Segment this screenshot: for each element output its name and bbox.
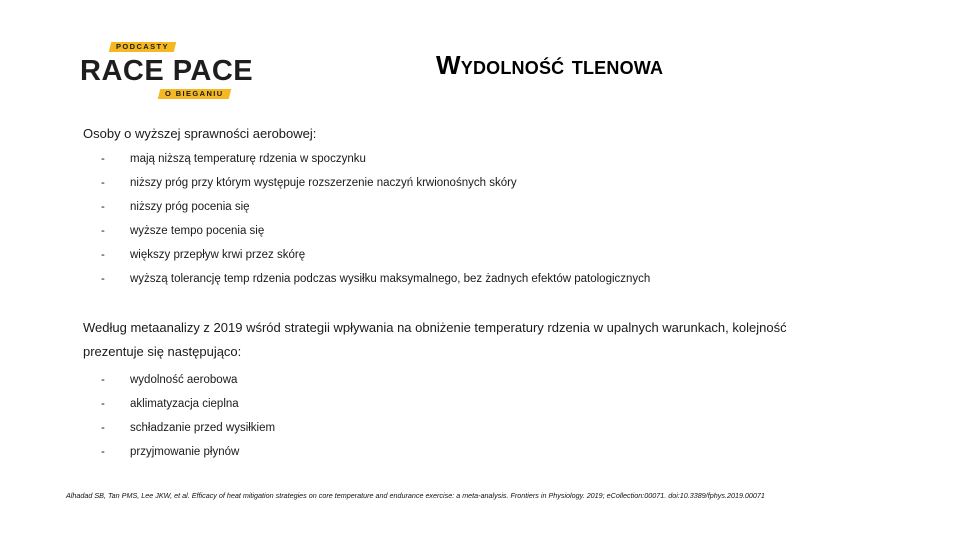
list-item: - aklimatyzacja cieplna: [101, 398, 239, 410]
list-item: - wydolność aerobowa: [101, 374, 238, 386]
list-item: - niższy próg przy którym występuje rozszerzenie naczyń krwionośnych skóry: [101, 177, 517, 189]
list-item: - niższy próg pocenia się: [101, 201, 250, 213]
list-item: - wyższą tolerancję temp rdzenia podczas wysiłku maksymalnego, bez żadnych efektów patologicznych: [101, 273, 651, 285]
strategies-list: [101, 368, 275, 464]
list-item: - wyższe tempo pocenia się: [101, 225, 265, 237]
list-item: - mają niższą temperaturę rdzenia w spoczynku: [101, 153, 366, 165]
list-item: - schładzanie przed wysiłkiem: [101, 422, 276, 434]
list-item: - większy przepływ krwi przez skórę: [101, 249, 306, 261]
race-pace-logo: [80, 42, 260, 100]
citation: Alhadad SB, Tan PMS, Lee JKW, et al. Efficacy of heat mitigation strategies on core temperature and endurance exercise: a meta-analysis. Frontiers in Physiology. 2019; eCollection:00071. doi:10.3389/fphys.2019.00071: [66, 491, 765, 500]
logo-bottom-tag: O BIEGANIU: [158, 89, 231, 99]
list-item: - przyjmowanie płynów: [101, 446, 240, 458]
logo-brand: RACE PACE: [80, 55, 254, 87]
intro-text: Osoby o wyższej sprawności aerobowej:: [83, 126, 317, 141]
logo-top-tag: PODCASTY: [109, 42, 176, 52]
slide-title: Wydolność tlenowa: [436, 50, 664, 80]
meta-analysis-paragraph: Według metaanalizy z 2019 wśród strategii wpływania na obniżenie temperatury rdzenia w upalnych warunkach, kolejność prezentuje się następująco:: [83, 320, 787, 359]
benefits-list: [101, 147, 650, 291]
